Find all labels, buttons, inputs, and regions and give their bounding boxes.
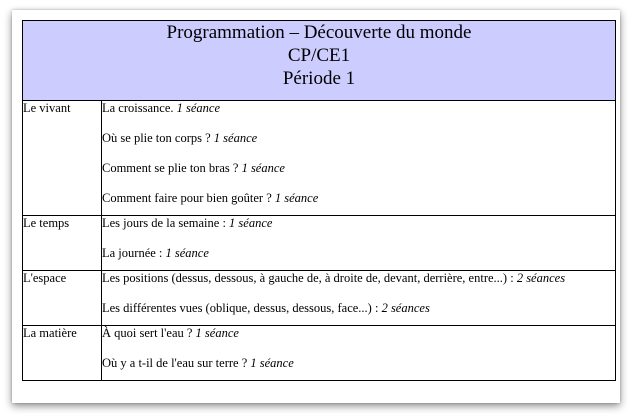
item-text: Où se plie ton corps ?: [102, 131, 214, 145]
table-row-le-temps: [23, 216, 616, 271]
list-item: [102, 356, 615, 380]
header-row: [23, 21, 616, 101]
item-text: Comment se plie ton bras ?: [102, 161, 242, 175]
item-sessions: 1 séance: [165, 246, 209, 260]
item-text: Les différentes vues (oblique, dessus, dessous, face...) :: [102, 301, 382, 315]
document-frame: [12, 10, 620, 403]
item-text: Où y a t-il de l'eau sur terre ?: [102, 356, 251, 370]
item-sessions: 1 séance: [195, 326, 239, 340]
item-text: Les jours de la semaine :: [102, 216, 230, 230]
programming-table: [22, 20, 616, 381]
table-header: [23, 21, 616, 101]
list-item: [102, 131, 615, 161]
table-row-l-espace: [23, 271, 616, 326]
item-sessions: 1 séance: [274, 191, 319, 205]
table-row-le-vivant: [23, 101, 616, 216]
list-item: [102, 246, 615, 270]
items-cell: [102, 271, 616, 326]
category-cell: Le vivant: [23, 101, 102, 216]
category-cell: L'espace: [23, 271, 102, 326]
period-label: Période 1: [282, 68, 356, 89]
table-row-la-matiere: [23, 326, 616, 381]
item-sessions: 2 séances: [516, 271, 566, 285]
list-item: [102, 301, 615, 325]
item-text: La journée :: [102, 246, 166, 260]
item-sessions: 1 séance: [213, 131, 258, 145]
item-sessions: 2 séances: [381, 301, 430, 315]
item-sessions: 1 séance: [176, 101, 221, 115]
page-title: Programmation – Découverte du monde: [166, 22, 472, 43]
list-item: [102, 216, 615, 246]
list-item: [102, 161, 615, 191]
item-text: Les positions (dessus, dessous, à gauche de, à droite de, devant, derrière, entre...) :: [102, 271, 517, 285]
category-cell: Le temps: [23, 216, 102, 271]
list-item: [102, 326, 615, 356]
item-sessions: 1 séance: [229, 216, 273, 230]
item-text: La croissance.: [102, 101, 177, 115]
category-cell: La matière: [23, 326, 102, 381]
item-text: Comment faire pour bien goûter ?: [102, 191, 275, 205]
list-item: [102, 191, 615, 215]
item-text: À quoi sert l'eau ?: [102, 326, 196, 340]
list-item: [102, 101, 615, 131]
list-item: [102, 271, 615, 301]
items-cell: [102, 216, 616, 271]
item-sessions: 1 séance: [241, 161, 285, 175]
class-level: CP/CE1: [287, 45, 351, 66]
items-cell: [102, 101, 616, 216]
item-sessions: 1 séance: [250, 356, 294, 370]
items-cell: [102, 326, 616, 381]
